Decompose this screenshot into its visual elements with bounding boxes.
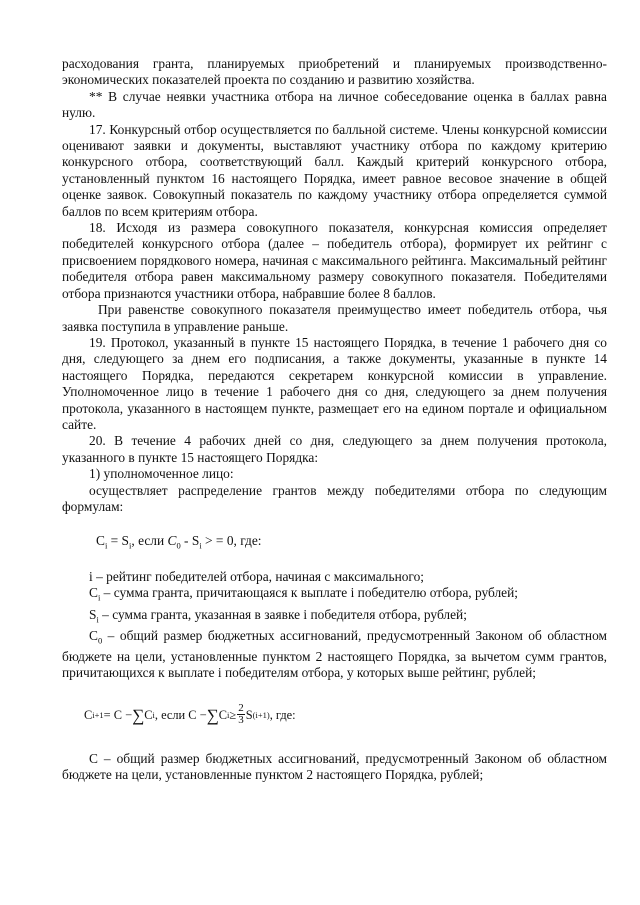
definition-c-total: С – общий размер бюджетных ассигнований, предусмотренный Законом об областном бюджете на цели, установленные пунктом 2 настоящего Порядка, рублей; — [62, 750, 607, 782]
definition-i: i – рейтинг победителей отбора, начиная с максимального; — [89, 569, 425, 585]
paragraph-subitem-1: 1) уполномоченное лицо: — [89, 466, 234, 482]
paragraph-expenses-continuation: расходования гранта, планируемых приобретений и планируемых производственно-экономических показателей проекта по созданию и развитию хозяйства. — [62, 56, 607, 88]
paragraph-item-18: 18. Исходя из размера совокупного показателя, конкурсная комиссия определяет победителей конкурсного отбора (далее – победитель отбора), формирует их рейтинг с присвоением порядкового номера, начиная с максимального рейтинга. Максимальный рейтинг победителя отбора равен максимальному размеру совокупного показателя. Победителями отбора признаются участники отбора, набравшие более 8 баллов. — [62, 220, 607, 301]
fraction-two-thirds: $\frac{2}{3}$ — [238, 702, 244, 726]
paragraph-footnote-absence: ** В случае неявки участника отбора на личное собеседование оценка в баллах равна нулю. — [62, 88, 607, 121]
definition-ci: $C_i$ – сумма гранта, причитающаяся к выплате i победителю отбора, рублей; — [89, 585, 518, 604]
paragraph-item-19: 19. Протокол, указанный в пункте 15 настоящего Порядка, в течение 1 рабочего дня со дня, следующего за днем его подписания, а также документы, указанные в пункте 14 настоящего Порядка, передаются секретарем конкурсной комиссии в управление. Уполномоченное лицо в течение 1 рабочего дня со дня, следующего за днем получения протокола, указанного в настоящем пункте, размещает его на едином портале и официальном сайте. — [62, 334, 607, 432]
paragraph-item-20: 20. В течение 4 рабочих дней со дня, следующего за днем получения протокола, указанного в пункте 15 настоящего Порядка: — [62, 433, 607, 465]
formula-grant-amount: $C_i = S_i$, если $C_0 - S_i$ > = 0, где: — [96, 533, 262, 552]
paragraph-grant-distribution: осуществляет распределение грантов между победителями отбора по следующим формулам: — [62, 482, 607, 514]
definition-c0: $C_0$ – общий размер бюджетных ассигнований, предусмотренный Законом об областном бюджете на цели, установленные пунктом 2 настоящего Порядка, за вычетом сумм грантов, причитающихся к выплате i победителям отбора, у которых выше рейтинг, рублей; — [62, 627, 607, 681]
definition-si: $S_i$ – сумма гранта, указанная в заявке i победителя отбора, рублей; — [89, 606, 467, 625]
paragraph-item-17: 17. Конкурсный отбор осуществляется по балльной системе. Члены конкурсной комиссии оценивают заявки и документы, выставляют участнику отбора по каждому критерию конкурсного отбора, соответствующий балл. Каждый критерий конкурсного отбора, установленный пунктом 16 настоящего Порядка, имеет равное весовое значение в общей оценке заявок. Совокупный показатель по каждому участнику отбора определяется суммой баллов по всем критериям отбора. — [62, 121, 607, 219]
paragraph-equal-score-rule: При равенстве совокупного показателя преимущество имеет победитель отбора, чья заявка поступила в управление раньше. — [62, 302, 607, 334]
formula-next-grant: C i+1 = C − ∑ C i , если C − ∑ C i ≥ $\frac{2}{3}$ S (i+1) , где: — [84, 702, 296, 726]
